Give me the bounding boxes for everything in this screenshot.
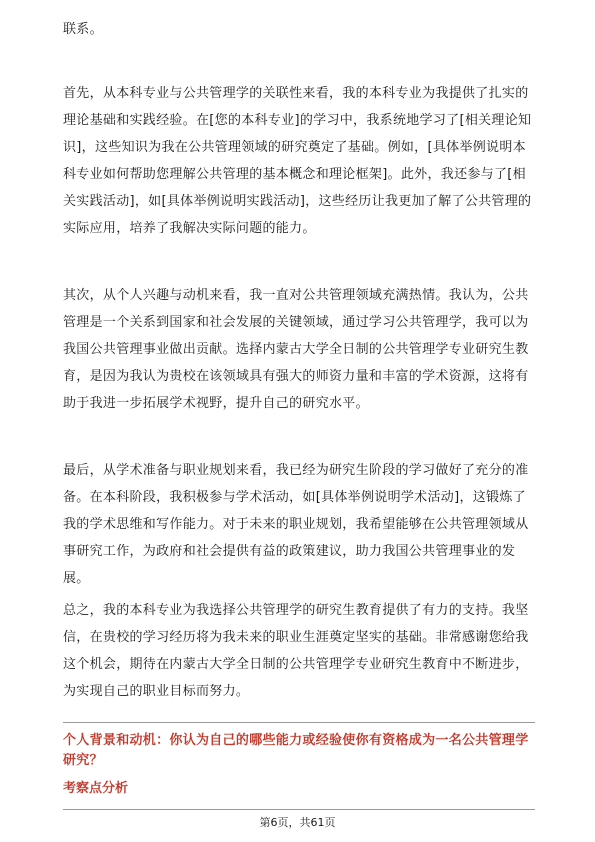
footer-divider (63, 809, 535, 810)
body-paragraph: 联系。 (63, 22, 103, 37)
body-paragraph: 首先，从本科专业与公共管理学的关联性来看，我的本科专业为我提供了扎实的理论基础和实践经验。在[您的本科专业]的学习中，我系统地学习了[相关理论知识]，这些知识为我在公共管理领域的研究奠定了基础。例如，[具体举例说明本科专业如何帮助您理解公共管理的基本概念和理论框架]。此外，我还参与了[相关实践活动]，如[具体举例说明实践活动]，这些经历让我更加了解了公共管理的实际应用，培养了我解决实际问题的能力。 (63, 86, 532, 236)
section-heading: 考察点分析 (63, 781, 129, 796)
section-divider (63, 722, 535, 723)
body-paragraph: 其次，从个人兴趣与动机来看，我一直对公共管理领域充满热情。我认为，公共管理是一个关系到国家和社会发展的关键领域，通过学习公共管理学，我可以为我国公共管理事业做出贡献。选择内蒙古大学全日制的公共管理学专业研究生教育，是因为我认为贵校在该领域具有强大的师资力量和丰富的学术资源，这将有助于我进一步拓展学术视野，提升自己的研究水平。 (63, 288, 529, 411)
question-heading: 个人背景和动机：你认为自己的哪些能力或经验使你有资格成为一名公共管理学研究？ (63, 733, 529, 768)
page-number: 第6页，共61页 (259, 816, 336, 829)
body-paragraph: 总之，我的本科专业为我选择公共管理学的研究生教育提供了有力的支持。我坚信，在贵校的学习经历将为我未来的职业生涯奠定坚实的基础。非常感谢您给我这个机会，期待在内蒙古大学全日制的公共管理学专业研究生教育中不断进步，为实现自己的职业目标而努力。 (63, 603, 529, 699)
body-paragraph: 最后，从学术准备与职业规划来看，我已经为研究生阶段的学习做好了充分的准备。在本科阶段，我积极参与学术活动，如[具体举例说明学术活动]，这锻炼了我的学术思维和写作能力。对于未来的职业规划，我希望能够在公共管理领域从事研究工作，为政府和社会提供有益的政策建议，助力我国公共管理事业的发展。 (63, 463, 529, 586)
